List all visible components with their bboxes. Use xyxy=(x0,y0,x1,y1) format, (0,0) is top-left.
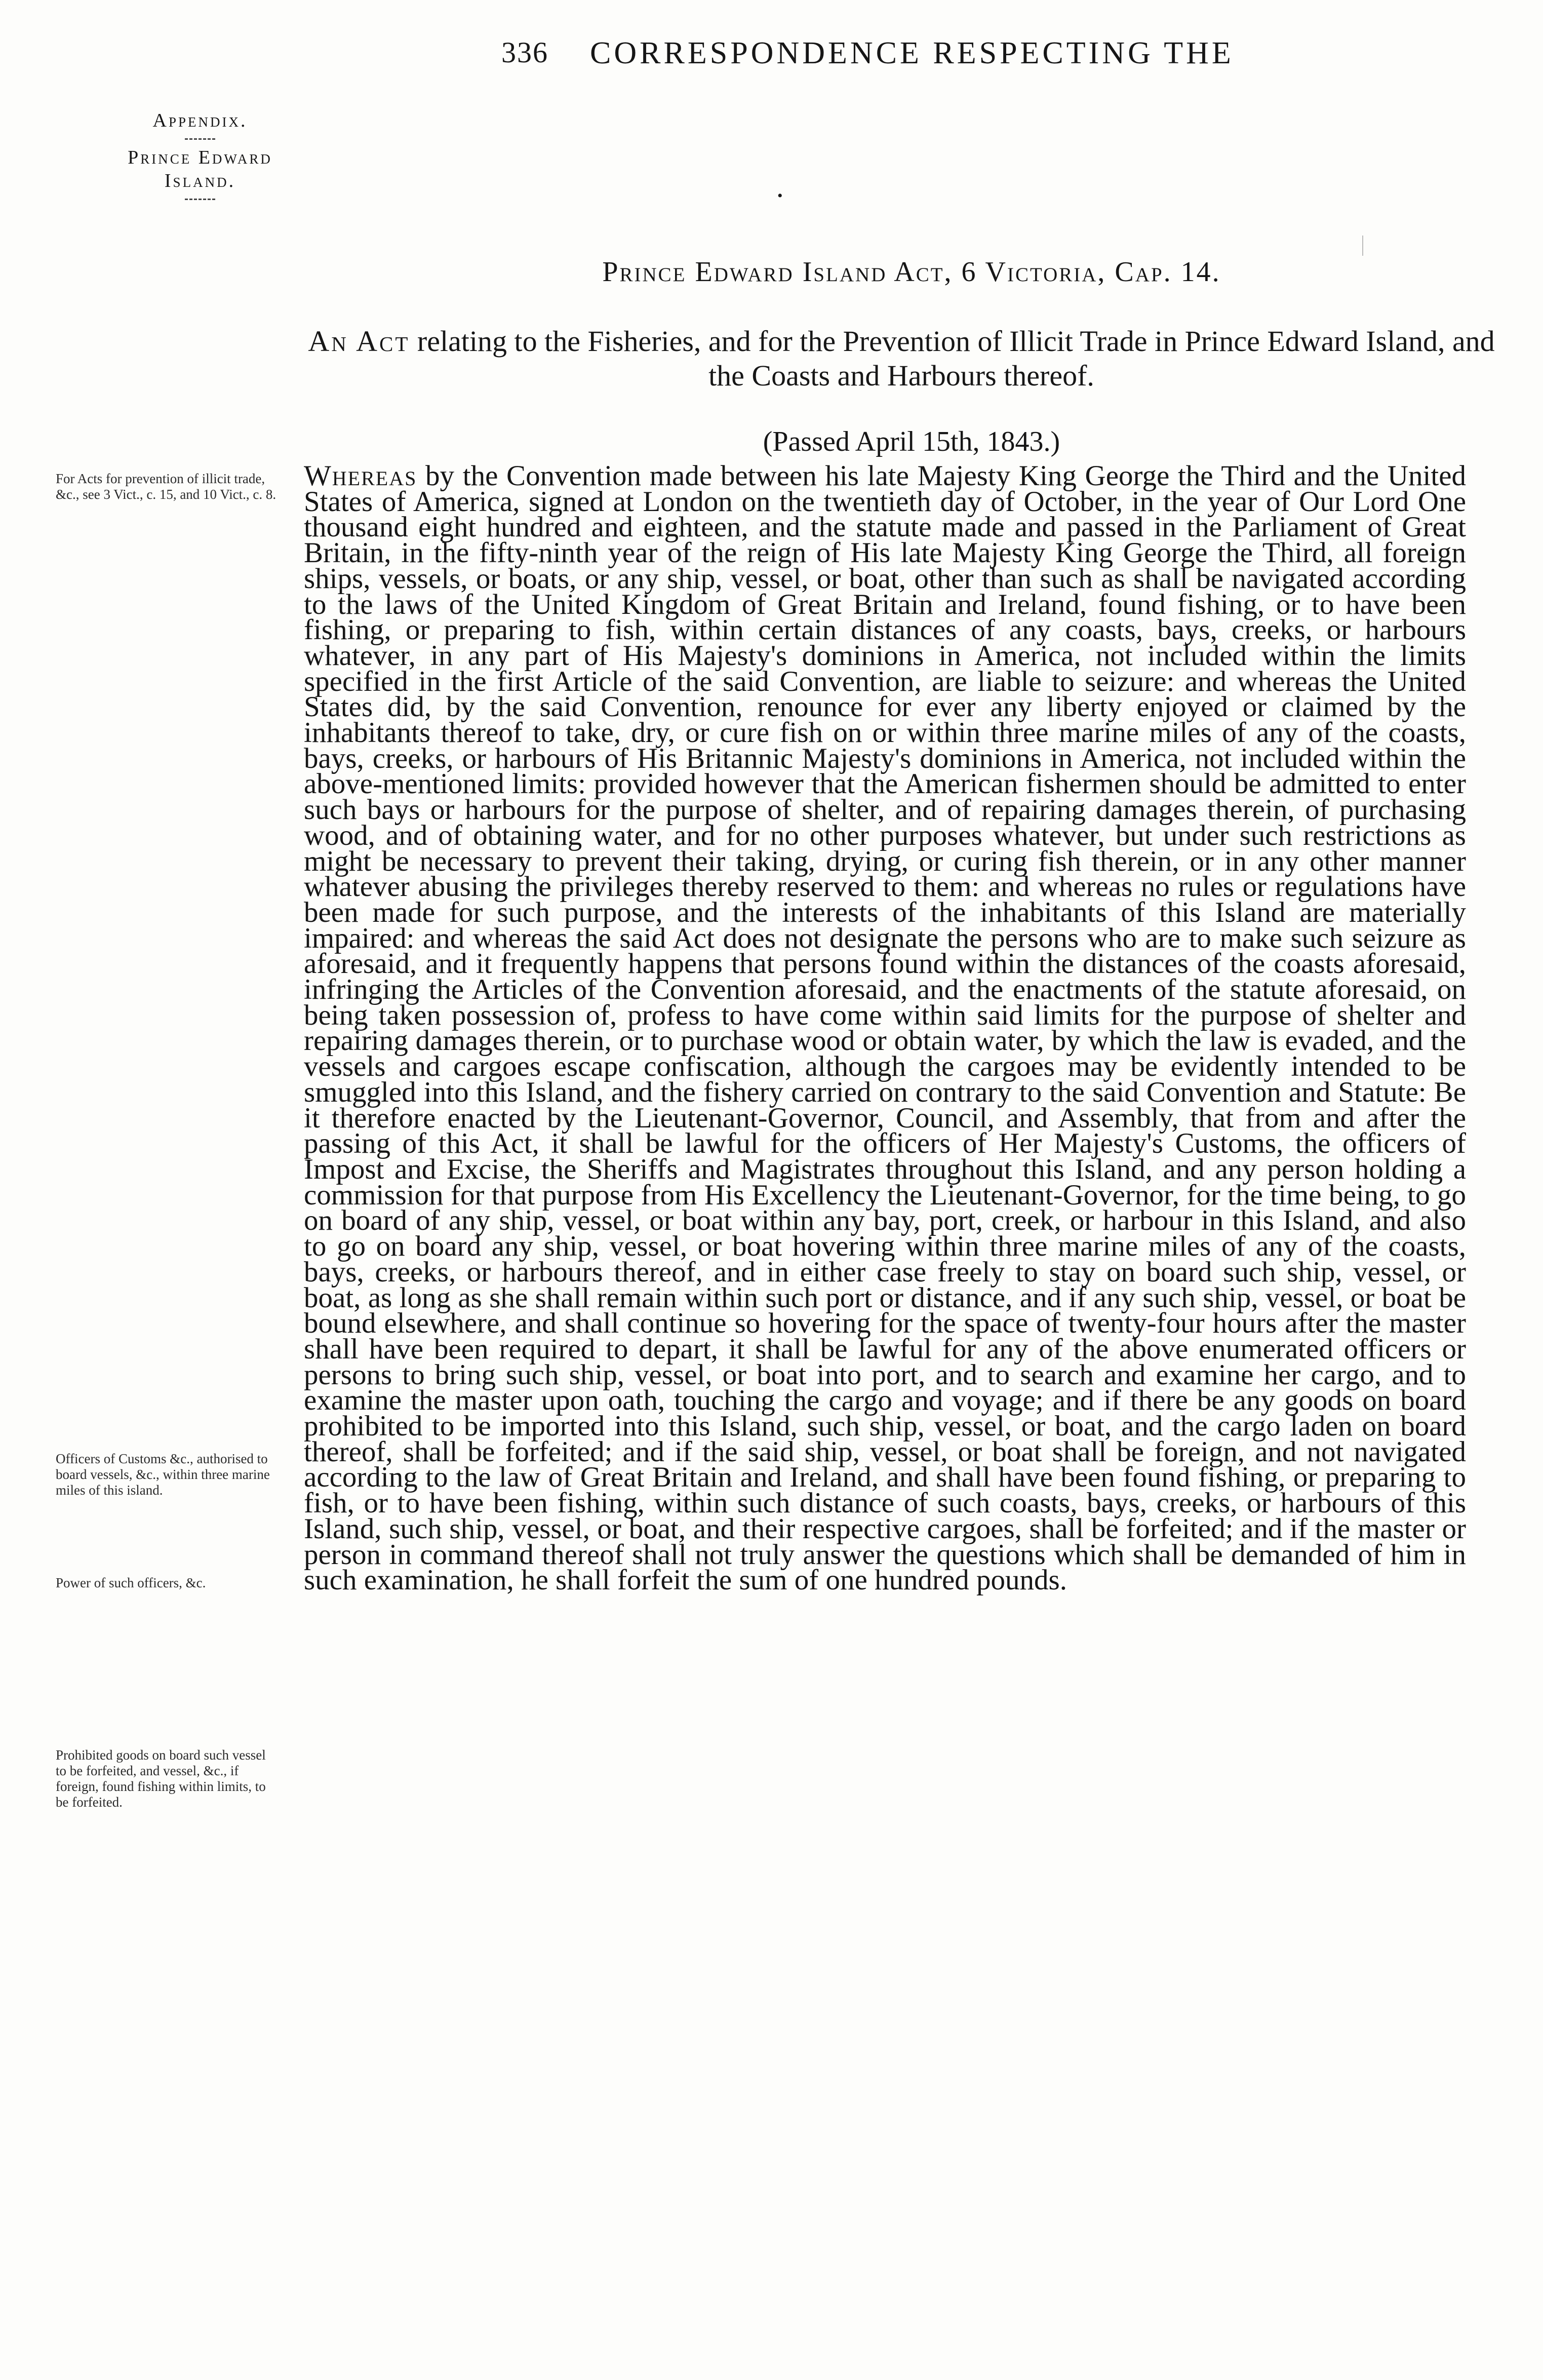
appendix-section-line2: Island. xyxy=(164,170,236,191)
body-text: by the Convention made between his late Majesty King George the Third and the United States of America, signed at London on the twentieth day of October, in the year of Our Lord One thousand eight hundred and eighteen, and the statute made and passed in the Parliament of Great Britain, in the fifty-ninth year of the reign of His late Majesty King George the Third, all foreign ships, vessels, or boats, or any ship, vessel, or boat, other than such as shall be navigated according to the laws of the United Kingdom of Great Britain and Ireland, found fishing, or to have been fishing, or preparing to fish, within certain distances of any coasts, bays, creeks, or harbours whatever, in any part of His Majesty's dominions in America, not included within the limits specified in the first Article of the said Convention, are liable to seizure: and whereas the United States did, by the said Convention, renounce for ever any liberty enjoyed or claimed by the inhabitants thereof to take, dry, or cure fish on or within three marine miles of any of the coasts, bays, creeks, or harbours of His Britannic Majesty's dominions in America, not included within the above-mentioned limits: provided however that the American fishermen should be admitted to enter such bays or harbours for the purpose of shelter, and of repairing damages therein, of purchasing wood, and of obtaining water, and for no other purposes whatever, but under such restrictions as might be necessary to prevent their taking, drying, or curing fish therein, or in any other manner whatever abusing the privileges thereby reserved to them: and whereas no rules or regulations have been made for such purpose, and the interests of the inhabitants of this Island are materially impaired: and whereas the said Act does not designate the persons who are to make such seizure as aforesaid, and it frequently happens that persons found within the distances of the coasts aforesaid, infringing the Articles of the Convention aforesaid, and the enactments of the statute aforesaid, on being taken possession of, profess to have come within said limits for the purpose of shelter and repairing damages therein, or to purchase wood or obtain water, by which the law is evaded, and the vessels and cargoes escape confiscation, although the cargoes may be evidently intended to be smuggled into this Island, and the fishery carried on contrary to the said Convention and Statute: Be it therefore enacted by the Lieutenant-Governor, Council, and Assembly, that from and after the passing of this Act, it shall be lawful for the officers of Her Majesty's Customs, the officers of Impost and Excise, the Sheriffs and Magistrates throughout this Island, and any person holding a commission for that purpose from His Excellency the Lieutenant-Governor, for the time being, to go on board of any ship, vessel, or boat within any bay, port, creek, or harbour in this Island, and also to go on board any ship, vessel, or boat hovering within three marine miles of any of the coasts, bays, creeks, or harbours thereof, and in either case freely to stay on board such ship, vessel, or boat, as long as she shall remain within such port or distance, and if any such ship, vessel, or boat be bound elsewhere, and shall continue so hovering for the space of twenty-four hours after the master shall have been required to depart, it shall be lawful for any of the above enumerated officers or persons to bring such ship, vessel, or boat into port, and to search and examine her cargo, and to examine the master upon oath, touching the cargo and voyage; and if there be any goods on board prohibited to be imported into this Island, such ship, vessel, or boat, and the cargo laden on board thereof, shall be forfeited; and if the said ship, vessel, or boat shall be foreign, and not navigated according to the law of Great Britain and Ireland, and shall have been found fishing, or preparing to fish, or to have been fishing, within such distance of such coasts, bays, creeks, or harbours of this Island, such ship, vessel, or boat, and their respective cargoes, shall be forfeited; and if the master or person in command thereof shall not truly answer the questions which shall be demanded of him in such examination, he shall forfeit the sum of one hundred pounds. xyxy=(304,460,1466,1596)
margin-note-power: Power of such officers, &c. xyxy=(56,1575,206,1590)
act-title xyxy=(304,324,1499,393)
print-dot: • xyxy=(777,187,783,204)
act-title-text: relating to the Fisheries, and for the Prevention of Illicit Trade in Prince Edward Island, and the Coasts and Harbours thereof. xyxy=(410,325,1495,392)
print-mark xyxy=(1362,236,1363,256)
body-lead: Whereas xyxy=(304,460,417,492)
act-title-lead: An Act xyxy=(308,325,410,358)
running-title: CORRESPONDENCE RESPECTING THE xyxy=(590,36,1234,70)
page-number: 336 xyxy=(501,36,548,69)
divider xyxy=(185,138,215,140)
margin-note-acts: For Acts for prevention of illicit trade, &c., see 3 Vict., c. 15, and 10 Vict., c. 8. xyxy=(56,471,276,502)
appendix-section-line1: Prince Edward xyxy=(128,147,272,168)
margin-note-officers: Officers of Customs &c., authorised to board vessels, &c., within three marine miles of this island. xyxy=(56,1451,270,1498)
divider xyxy=(185,199,215,200)
margin-note-forfeiture: Prohibited goods on board such vessel to be forfeited, and vessel, &c., if foreign, found fishing within limits, to be forfeited. xyxy=(56,1747,266,1810)
running-header xyxy=(0,35,1543,96)
act-heading: Prince Edward Island Act, 6 Victoria, Cap. 14. xyxy=(602,256,1221,288)
act-body xyxy=(304,460,1466,1596)
passed-date: (Passed April 15th, 1843.) xyxy=(763,426,1060,457)
appendix-label-block xyxy=(119,109,281,206)
appendix-label: Appendix. xyxy=(152,110,248,131)
